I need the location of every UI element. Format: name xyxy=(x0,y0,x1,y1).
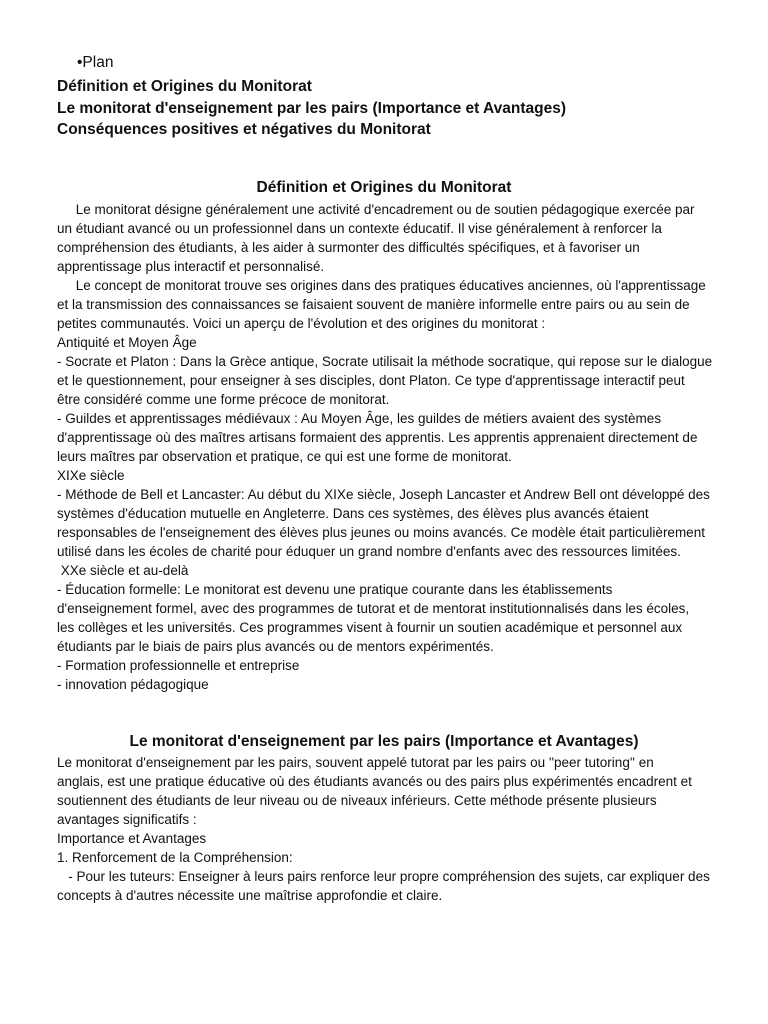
paragraph-line: leurs maîtres par observation et pratique, ce qui est une forme de monitorat. xyxy=(57,449,512,464)
plan-item: Définition et Origines du Monitorat xyxy=(57,78,312,95)
plan-label: •Plan xyxy=(77,54,114,71)
paragraph-line: compréhension des étudiants, à les aider à surmonter des difficultés spécifiques, et à favoriser un xyxy=(57,240,640,255)
paragraph-line: systèmes d'éducation mutuelle en Angleterre. Dans ces systèmes, des élèves plus avancés étaient xyxy=(57,506,649,521)
paragraph-line: anglais, est une pratique éducative où des étudiants avancés ou des pairs plus expérimentés encadrent et xyxy=(57,774,692,789)
section-body-definition xyxy=(57,200,721,694)
section-heading-peer-tutoring: Le monitorat d'enseignement par les pairs (Importance et Avantages) xyxy=(129,733,639,750)
paragraph-line: avantages significatifs : xyxy=(57,812,197,827)
paragraph-line: et la transmission des connaissances se faisaient souvent de manière informelle entre pairs ou au sein de xyxy=(57,297,690,312)
paragraph-line: petites communautés. Voici un aperçu de l'évolution et des origines du monitorat : xyxy=(57,316,546,331)
paragraph-line: apprentissage plus interactif et personnalisé. xyxy=(57,259,325,274)
paragraph-line: - Pour les tuteurs: Enseigner à leurs pairs renforce leur propre compréhension des sujets, car expliquer des xyxy=(57,869,710,884)
paragraph-line: utilisé dans les écoles de charité pour éduquer un grand nombre d'enfants avec des ressources limitées. xyxy=(57,544,681,559)
plan-item: Le monitorat d'enseignement par les pairs (Importance et Avantages) xyxy=(57,99,566,117)
subheading-line: Importance et Avantages xyxy=(57,831,207,846)
paragraph-line: d'apprentissage où des maîtres artisans formaient des apprentis. Les apprentis apprenaient directement de xyxy=(57,430,698,445)
paragraph-line: et le questionnement, pour enseigner à ses disciples, dont Platon. Ce type d'apprentissage interactif peut xyxy=(57,373,685,388)
paragraph-line: - Socrate et Platon : Dans la Grèce antique, Socrate utilisait la méthode socratique, qui repose sur le dialogue xyxy=(57,354,713,369)
paragraph-line: concepts à d'autres nécessite une maîtrise approfondie et claire. xyxy=(57,888,443,903)
paragraph-line: les collèges et les universités. Ces programmes visent à fournir un soutien académique et personnel aux xyxy=(57,620,683,635)
section-heading-definition: Définition et Origines du Monitorat xyxy=(256,179,512,196)
paragraph-line: être considéré comme une forme précoce de monitorat. xyxy=(57,392,390,407)
paragraph-line: étudiants par le biais de pairs plus avancés ou de mentors expérimentés. xyxy=(57,639,494,654)
paragraph-line: - Éducation formelle: Le monitorat est devenu une pratique courante dans les établissements xyxy=(57,582,613,597)
paragraph-line: - innovation pédagogique xyxy=(57,677,209,692)
subheading-line: XXe siècle et au-delà xyxy=(57,563,189,578)
plan-list xyxy=(57,76,737,141)
paragraph-line: - Méthode de Bell et Lancaster: Au début du XIXe siècle, Joseph Lancaster et Andrew Bell ont développé des xyxy=(57,487,710,502)
paragraph-line: Le monitorat désigne généralement une activité d'encadrement ou de soutien pédagogique exercée par xyxy=(57,202,695,217)
section-body-peer-tutoring xyxy=(57,753,721,905)
paragraph-line: Le concept de monitorat trouve ses origines dans des pratiques éducatives anciennes, où l'apprentissage xyxy=(57,278,706,293)
paragraph-line: - Formation professionnelle et entreprise xyxy=(57,658,300,673)
subheading-line: XIXe siècle xyxy=(57,468,125,483)
paragraph-line: Le monitorat d'enseignement par les pairs, souvent appelé tutorat par les pairs ou ''peer tutoring'' en xyxy=(57,755,654,770)
paragraph-line: d'enseignement formel, avec des programmes de tutorat et de mentorat institutionnalisés dans les écoles, xyxy=(57,601,690,616)
paragraph-line: soutiennent des étudiants de leur niveau ou de niveaux inférieurs. Cette méthode présente plusieurs xyxy=(57,793,657,808)
paragraph-line: 1. Renforcement de la Compréhension: xyxy=(57,850,293,865)
paragraph-line: responsables de l'enseignement des élèves plus jeunes ou moins avancés. Ce modèle était particulièrement xyxy=(57,525,705,540)
subheading-line: Antiquité et Moyen Âge xyxy=(57,335,197,350)
plan-item: Conséquences positives et négatives du Monitorat xyxy=(57,121,431,138)
paragraph-line: un étudiant avancé ou un professionnel dans un contexte éducatif. Il vise généralement à renforcer la xyxy=(57,221,662,236)
paragraph-line: - Guildes et apprentissages médiévaux : Au Moyen Âge, les guildes de métiers avaient des systèmes xyxy=(57,411,662,426)
